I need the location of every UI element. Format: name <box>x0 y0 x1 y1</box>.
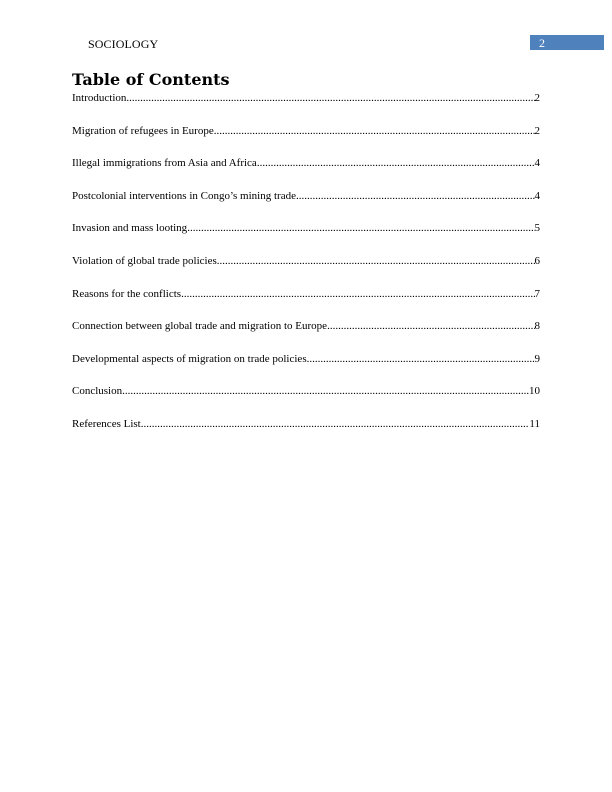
toc-entry-text[interactable]: Connection between global trade and migration to Europe <box>72 320 328 333</box>
toc-entry-page: 5 <box>534 222 540 235</box>
toc-entry-page: 4 <box>534 189 540 202</box>
toc-entry-introduction[interactable] <box>72 91 540 124</box>
dot-leader <box>307 352 535 366</box>
dot-leader <box>181 287 534 301</box>
toc-entry-text[interactable]: Introduction <box>72 92 127 104</box>
toc-entry-postcolonial-interventions[interactable] <box>72 189 540 222</box>
toc-entry-illegal-immigrations[interactable] <box>72 156 540 189</box>
page-number: 2 <box>539 36 545 50</box>
toc-entry-text[interactable]: Developmental aspects of migration on trade policies <box>72 352 307 365</box>
toc-entry-page: 10 <box>529 385 540 398</box>
toc-entry-reasons-conflicts[interactable] <box>72 287 540 320</box>
page-number-box <box>530 35 604 50</box>
dot-leader <box>296 189 535 203</box>
toc-title: Table of Contents <box>72 70 230 89</box>
dot-leader <box>257 156 535 170</box>
toc-entry-text[interactable]: Invasion and mass looting <box>72 222 188 235</box>
toc-entry-page: 11 <box>529 417 540 430</box>
toc-entry-conclusion[interactable] <box>72 384 540 417</box>
toc-entry-page: 9 <box>534 352 540 365</box>
dot-leader <box>126 91 534 105</box>
dot-leader <box>187 221 534 235</box>
toc-entry-text[interactable]: References List <box>72 417 141 430</box>
toc-entry-text[interactable]: Violation of global trade policies <box>72 254 217 267</box>
toc-entry-migration-refugees[interactable] <box>72 124 540 157</box>
toc-entry-text[interactable]: Reasons for the conflicts <box>72 287 182 300</box>
running-head: SOCIOLOGY <box>88 37 159 51</box>
dot-leader <box>214 124 535 138</box>
toc-entry-references[interactable] <box>72 417 540 450</box>
toc-entry-page: 2 <box>534 92 540 104</box>
dot-leader <box>217 254 535 268</box>
toc-entry-violation-trade-policies[interactable] <box>72 254 540 287</box>
dot-leader <box>122 384 529 398</box>
toc-entry-page: 6 <box>534 254 540 267</box>
toc-entry-text[interactable]: Conclusion <box>72 385 123 398</box>
toc-entry-page: 4 <box>534 157 540 170</box>
toc-entry-page: 2 <box>534 124 540 137</box>
toc-entry-text[interactable]: Postcolonial interventions in Congo’s mining trade <box>72 189 296 202</box>
table-of-contents <box>72 91 540 450</box>
toc-entry-text[interactable]: Illegal immigrations from Asia and Africa <box>72 157 257 170</box>
dot-leader <box>141 417 530 431</box>
toc-entry-page: 7 <box>534 287 540 300</box>
toc-entry-connection-trade-migration[interactable] <box>72 319 540 352</box>
toc-entry-invasion-looting[interactable] <box>72 221 540 254</box>
toc-entry-page: 8 <box>534 320 540 333</box>
dot-leader <box>327 319 534 333</box>
toc-entry-developmental-aspects[interactable] <box>72 352 540 385</box>
toc-entry-text[interactable]: Migration of refugees in Europe <box>72 124 214 137</box>
